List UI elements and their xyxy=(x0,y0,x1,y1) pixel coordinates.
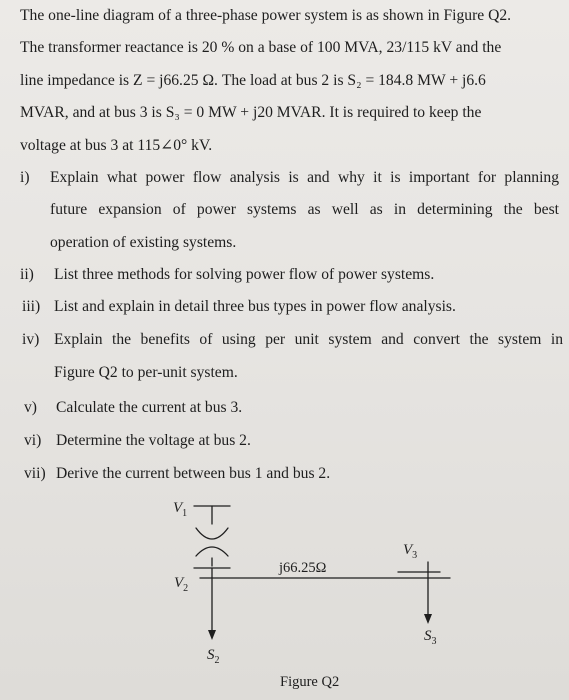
s3-label: $S_3$ xyxy=(424,628,437,647)
question-v-line-1: Calculate the current at bus 3. xyxy=(56,399,243,416)
question-number-ii: ii) xyxy=(20,266,34,283)
intro-line-2: The transformer reactance is 20 % on a base of 100 MVA, 23/115 kV and the xyxy=(20,39,502,56)
question-iii-line-1: List and explain in detail three bus types in power flow analysis. xyxy=(54,298,456,315)
question-number-vii: vii) xyxy=(24,465,46,482)
question-iv-line-1: Explain the benefits of using per unit system and convert the system in xyxy=(54,331,563,348)
intro-line-5: voltage at bus 3 at 115∠0° kV. xyxy=(20,137,213,154)
question-vi-line-1: Determine the voltage at bus 2. xyxy=(56,432,251,449)
question-ii-line-1: List three methods for solving power flow of power systems. xyxy=(54,266,435,283)
intro-line-1: The one-line diagram of a three-phase power system is as shown in Figure Q2. xyxy=(20,7,512,24)
question-vii-line-1: Derive the current between bus 1 and bus 2. xyxy=(56,465,331,482)
intro-line-4: MVAR, and at bus 3 is S₃ = 0 MW + j20 MVAR. It is required to keep the xyxy=(20,104,482,121)
load-arrow-s2-icon xyxy=(208,630,216,640)
question-iv-line-2: Figure Q2 to per-unit system. xyxy=(54,364,238,381)
question-number-v: v) xyxy=(24,399,37,416)
intro-line-3: line impedance is Z = j66.25 Ω. The load at bus 2 is S₂ = 184.8 MW + j6.6 xyxy=(20,72,486,89)
v1-label: $V_1$ xyxy=(173,500,188,519)
v2-label: $V_2$ xyxy=(174,575,189,594)
transformer-primary-winding xyxy=(196,528,228,539)
load-arrow-s3-icon xyxy=(424,614,432,624)
figure-caption: Figure Q2 xyxy=(280,674,340,690)
question-number-i: i) xyxy=(20,169,30,186)
v3-label: $V_3$ xyxy=(403,542,418,561)
transformer-secondary-winding xyxy=(196,547,228,556)
question-i-line-3: operation of existing systems. xyxy=(50,234,237,251)
question-i-line-1: Explain what power flow analysis is and why it is important for planning xyxy=(50,169,559,186)
question-number-iv: iv) xyxy=(22,331,40,348)
question-number-iii: iii) xyxy=(22,298,41,315)
question-number-vi: vi) xyxy=(24,432,42,449)
question-i-line-2: future expansion of power systems as well as in determining the best xyxy=(50,201,559,218)
s2-label: $S_2$ xyxy=(207,647,220,666)
line-impedance-label: j66.25Ω xyxy=(279,560,327,576)
